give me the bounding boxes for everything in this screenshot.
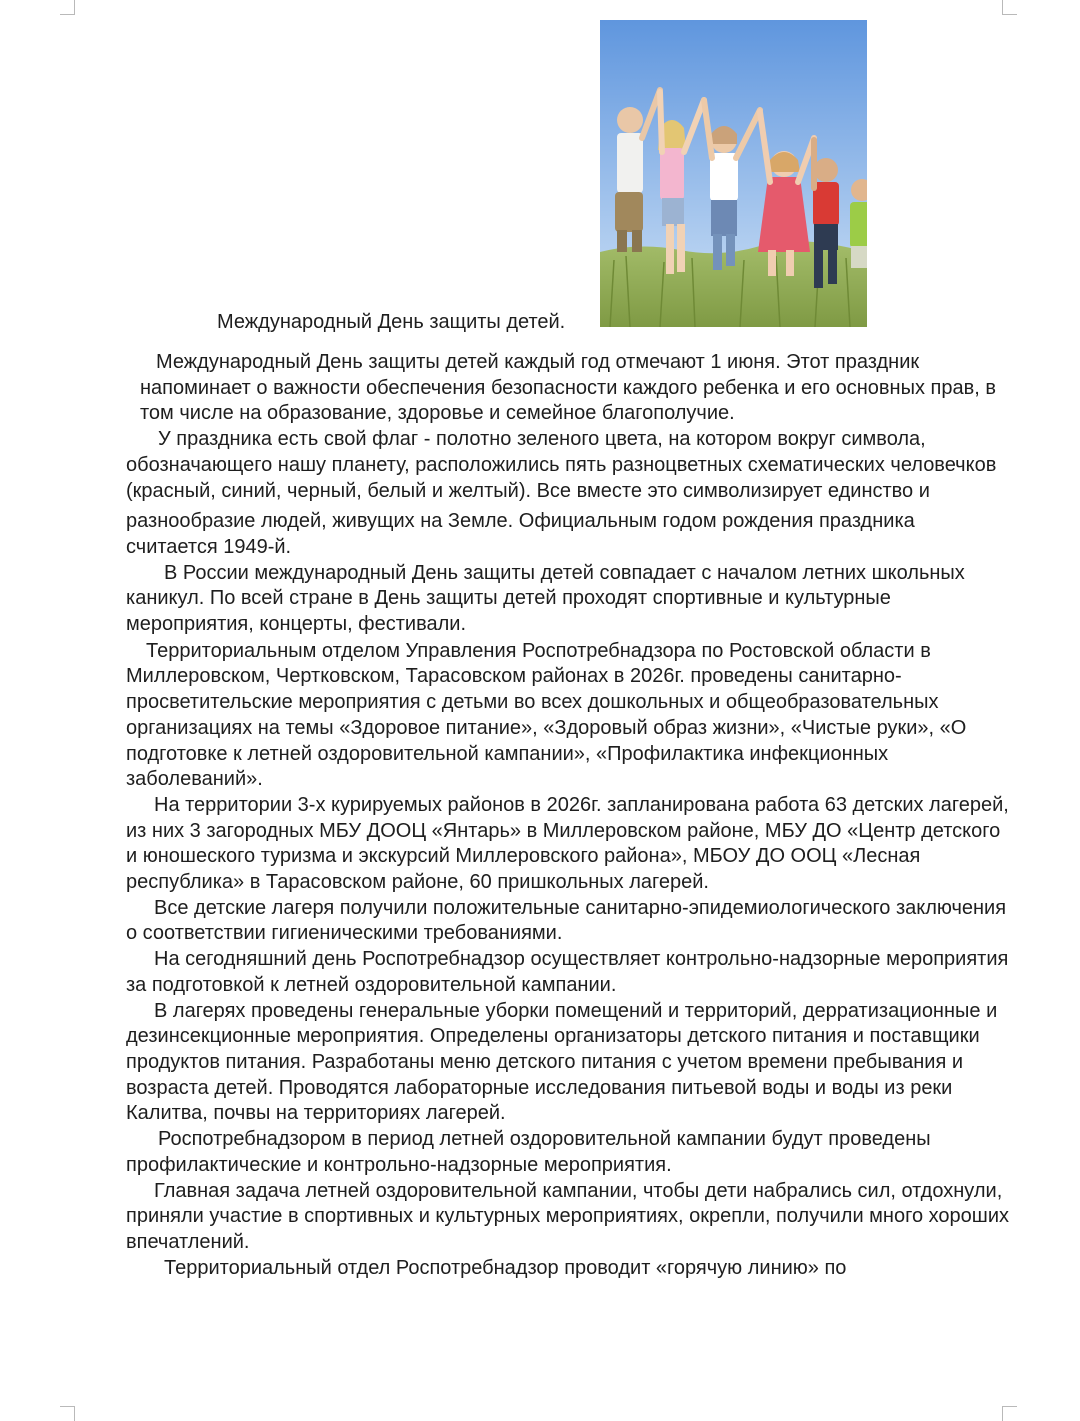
crop-mark-top-left [60, 0, 75, 15]
paragraph: Роспотребнадзором в период летней оздоровительной кампании будут проведены профилактические и контрольно-надзорные мероприятия. [126, 1128, 931, 1176]
crop-mark-bottom-left [60, 1406, 75, 1421]
document-title: Международный День защиты детей. [217, 311, 566, 333]
paragraph: У праздника есть свой флаг - полотно зеленого цвета, на котором вокруг символа, обозначающего нашу планету, расположились пять разноцветных схематических человечков (красный, синий, черный, белый и желтый). Все вместе это символизирует единство и [126, 428, 997, 502]
paragraph: разнообразие людей, живущих на Земле. Официальным годом рождения праздника считается 1949-й. [126, 510, 915, 558]
paragraph: Территориальным отделом Управления Роспотребнадзора по Ростовской области в Миллеровском, Чертковском, Тарасовском районах в 2026г. проведены санитарно-просветительские мероприятия с детьми во всех дошкольных и общеобразовательных организациях на темы «Здоровое питание», «Здоровый образ жизни», «Чистые руки», «О подготовке к летней оздоровительной кампании», «Профилактика инфекционных заболеваний». [126, 639, 967, 791]
paragraph: Международный День защиты детей каждый год отмечают 1 июня. Этот праздник напоминает о важности обеспечения безопасности каждого ребенка и его основных прав, в том числе на образование, здоровье и семейное благополучие. [140, 351, 996, 425]
document-body [126, 350, 1011, 1281]
paragraph: Все детские лагеря получили положительные санитарно-эпидемиологического заключения о соответствии гигиеническими требованиями. [126, 896, 1007, 945]
paragraph: В России международный День защиты детей совпадает с началом летних школьных каникул. По всей стране в День защиты детей проходят спортивные и культурные мероприятия, концерты, фестивали. [126, 561, 965, 636]
paragraph: В лагерях проведены генеральные уборки помещений и территорий, дерратизационные и дезинсекционные мероприятия. Определены организаторы детского питания и поставщики продуктов питания. Разработаны меню детского питания с учетом времени пребывания и возраста детей. Проводятся лабораторные исследования питьевой воды и воды из реки Калитва, почвы на территориях лагерей. [126, 999, 998, 1125]
paragraph: Территориальный отдел Роспотребнадзор проводит «горячую линию» по [164, 1256, 847, 1279]
crop-mark-bottom-right [1002, 1406, 1017, 1421]
crop-mark-top-right [1002, 0, 1017, 15]
children-jumping-photo [600, 20, 867, 327]
paragraph: На сегодняшний день Роспотребнадзор осуществляет контрольно-надзорные мероприятия за подготовкой к летней оздоровительной кампании. [126, 948, 1009, 996]
paragraph: На территории 3-х курируемых районов в 2026г. запланирована работа 63 детских лагерей, из них 3 загородных МБУ ДООЦ «Янтарь» в Миллеровском районе, МБУ ДО «Центр детского и юношеского туризма и экскурсий Миллеровского района», МБОУ ДО ООЦ «Лесная республика» в Тарасовском районе, 60 пришкольных лагерей. [126, 793, 1009, 894]
paragraph: Главная задача летней оздоровительной кампании, чтобы дети набрались сил, отдохнули, приняли участие в спортивных и культурных мероприятиях, окрепли, получили много хороших впечатлений. [126, 1179, 1009, 1253]
